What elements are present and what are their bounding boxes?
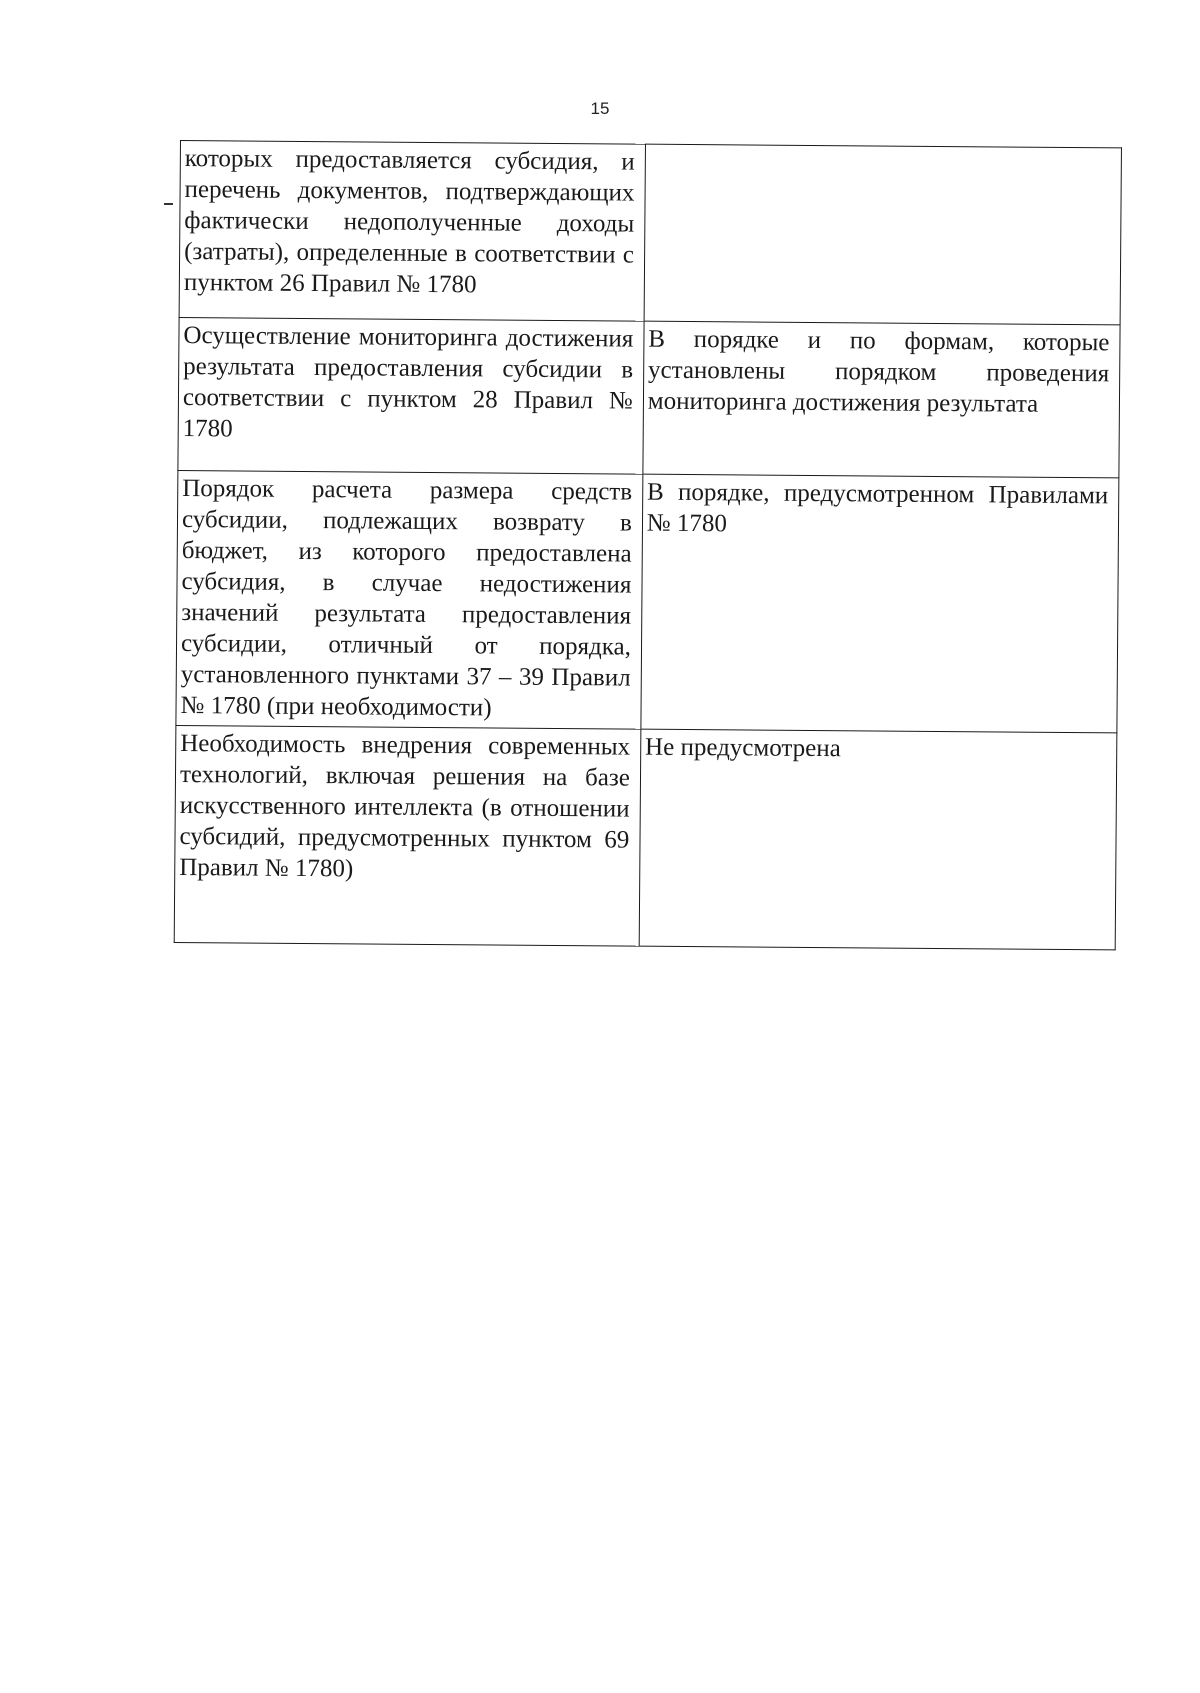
table-cell-label: которых предоставляется субсидия, и перечень документов, подтверждающих фактически недополученные доходы (затраты), определенные в соответствии с пунктом 26 Правил № 1780 [179,141,645,322]
table-cell-value: В порядке, предусмотренном Правилами № 1780 [641,474,1119,733]
provisions-table [174,140,1122,950]
table-cell-label: Порядок расчета размера средств субсидии, подлежащих возврату в бюджет, из которого предоставлена субсидия, в случае недостижения значений результата предоставления субсидии, отличный от порядка, установленного пунктами 37 – 39 Правил № 1780 (при необходимости) [176,470,643,729]
table-cell-label: Необходимость внедрения современных технологий, включая решения на базе искусственного интеллекта (в отношении субсидий, предусмотренных пунктом 69 Правил № 1780) [174,725,641,946]
table-cell-value: В порядке и по формам, которые установлены порядком проведения мониторинга достижения результата [643,321,1120,478]
table-row [176,470,1119,732]
table-cell-label: Осуществление мониторинга достижения результата предоставления субсидии в соответствии с пунктом 28 Правил № 1780 [178,317,644,474]
page-number: 15 [590,99,610,118]
table-cell-value [644,144,1122,325]
scan-mark [164,203,173,205]
table-cell-value: Не предусмотрена [639,729,1117,950]
table-row [179,141,1121,325]
table-row [178,317,1120,477]
table-row [174,725,1117,949]
